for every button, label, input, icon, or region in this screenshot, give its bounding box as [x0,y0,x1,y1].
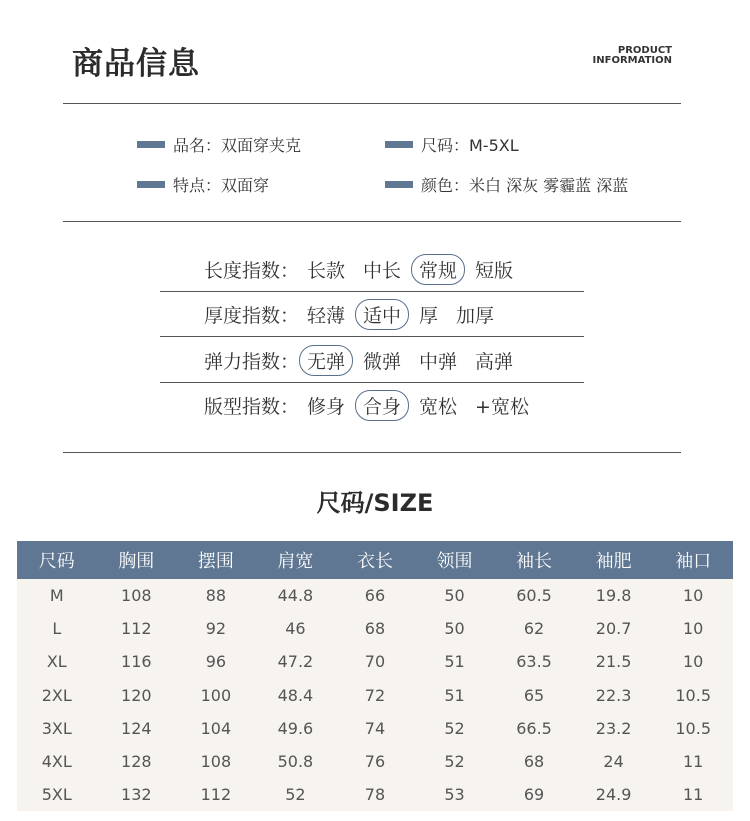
page-title: 商品信息 [72,46,200,82]
table-cell: 104 [200,718,232,738]
table-cell: 51 [444,685,465,705]
table-cell: 69 [523,785,545,805]
table-header-cell: 袖肥 [595,551,632,572]
table-cell: 72 [364,685,386,705]
table-cell: 63.5 [516,652,552,672]
index-label: 长度指数： [203,259,299,282]
table-cell: 46 [285,619,306,639]
table-cell: 48.4 [277,685,314,705]
index-row [160,247,584,291]
info-name-text: 品名：双面穿夹克 [173,136,302,155]
table-cell: 11 [683,785,704,805]
size-section-title: 尺码/SIZE [316,489,434,517]
index-row [160,292,584,336]
table-cell: XL [46,652,67,672]
index-option: 微弹 [363,350,402,373]
title-en-line1: PRODUCT [617,45,672,56]
table-row [17,645,733,678]
index-option: 短版 [475,259,514,282]
table-body [17,579,733,811]
table-cell: 10.5 [675,685,711,705]
table-header-cell: 尺码 [38,551,75,572]
index-option-selected: 无弹 [299,345,353,376]
table-cell: 74 [364,718,386,738]
table-cell: 3XL [41,718,72,738]
table-cell: 78 [364,785,386,805]
title-en-line2: INFORMATION [592,55,672,66]
divider-middle [63,221,681,222]
table-cell: 2XL [41,685,72,705]
table-cell: 70 [364,652,386,672]
table-cell: 108 [200,752,232,772]
table-header-cell: 袖长 [516,551,553,572]
table-header-cell: 领围 [436,551,473,572]
table-header-row [17,541,733,579]
info-feature [137,173,269,196]
table-cell: 22.3 [595,685,632,705]
index-option: 厚 [419,304,439,327]
table-cell: M [49,586,64,606]
info-size [385,133,519,156]
table-cell: L [52,619,62,639]
table-header-cell: 肩宽 [277,551,314,572]
table-cell: 53 [444,785,465,805]
table-cell: 88 [205,586,227,606]
page-title-en [593,46,672,66]
info-color-text: 颜色：米白 深灰 雾霾蓝 深蓝 [421,176,629,195]
table-cell: 132 [121,785,152,805]
table-cell: 116 [121,652,152,672]
table-cell: 120 [121,685,152,705]
table-cell: 50 [444,586,465,606]
table-cell: 112 [200,785,232,805]
index-option-selected: 合身 [355,390,409,421]
divider-top [63,103,681,104]
bullet-bar-icon [137,181,165,188]
index-row [160,338,584,382]
table-cell: 10 [683,586,704,606]
table-row [17,679,733,712]
table-header-cell: 衣长 [356,551,393,572]
size-table [17,541,733,811]
table-cell: 100 [200,685,232,705]
table-cell: 65 [523,685,545,705]
bullet-bar-icon [137,141,165,148]
table-cell: 50 [444,619,465,639]
table-row [17,778,733,811]
index-divider [160,336,584,337]
table-cell: 52 [444,752,465,772]
table-cell: 11 [683,752,704,772]
index-option: 长款 [307,259,346,282]
table-cell: 47.2 [277,652,314,672]
table-cell: 23.2 [595,718,632,738]
index-option: 高弹 [475,350,514,373]
table-cell: 10 [683,619,704,639]
table-cell: 92 [205,619,227,639]
table-row [17,745,733,778]
index-option: 中弹 [419,350,458,373]
info-name [137,133,301,156]
table-cell: 128 [121,752,152,772]
table-row [17,712,733,745]
bullet-bar-icon [385,181,413,188]
info-size-text: 尺码：M-5XL [421,136,519,155]
index-label: 厚度指数： [203,304,299,327]
table-cell: 52 [444,718,465,738]
index-option-selected: 常规 [411,254,465,285]
table-row [17,579,733,612]
index-option: +宽松 [475,395,529,418]
info-feature-text: 特点：双面穿 [173,176,270,195]
index-option: 修身 [307,395,346,418]
table-header-cell: 摆围 [197,551,234,572]
index-label: 弹力指数： [203,350,299,373]
table-cell: 19.8 [595,586,632,606]
table-cell: 21.5 [595,652,632,672]
table-cell: 20.7 [595,619,632,639]
table-cell: 96 [205,652,227,672]
table-cell: 44.8 [277,586,314,606]
divider-bottom [63,452,681,453]
table-cell: 68 [364,619,386,639]
table-cell: 66.5 [516,718,552,738]
index-label: 版型指数： [203,395,299,418]
index-option: 加厚 [456,304,495,327]
table-cell: 10.5 [675,718,711,738]
table-cell: 66 [364,586,386,606]
table-cell: 76 [364,752,386,772]
table-header-cell: 袖口 [675,551,712,572]
table-cell: 51 [444,652,465,672]
table-cell: 49.6 [277,718,314,738]
info-color [385,173,628,196]
table-cell: 50.8 [277,752,314,772]
bullet-bar-icon [385,141,413,148]
table-row [17,612,733,645]
table-header-cell: 胸围 [118,551,155,572]
index-option-selected: 适中 [355,299,409,330]
index-option: 宽松 [419,395,458,418]
table-cell: 62 [523,619,545,639]
index-row [160,383,584,427]
index-option: 中长 [363,259,402,282]
table-cell: 10 [683,652,704,672]
table-cell: 5XL [41,785,72,805]
table-cell: 112 [121,619,152,639]
table-cell: 60.5 [516,586,552,606]
table-cell: 108 [121,586,152,606]
index-option: 轻薄 [307,304,346,327]
table-cell: 4XL [41,752,72,772]
table-cell: 24.9 [595,785,632,805]
table-cell: 24 [603,752,624,772]
table-cell: 124 [121,718,152,738]
table-cell: 52 [285,785,306,805]
table-cell: 68 [523,752,545,772]
